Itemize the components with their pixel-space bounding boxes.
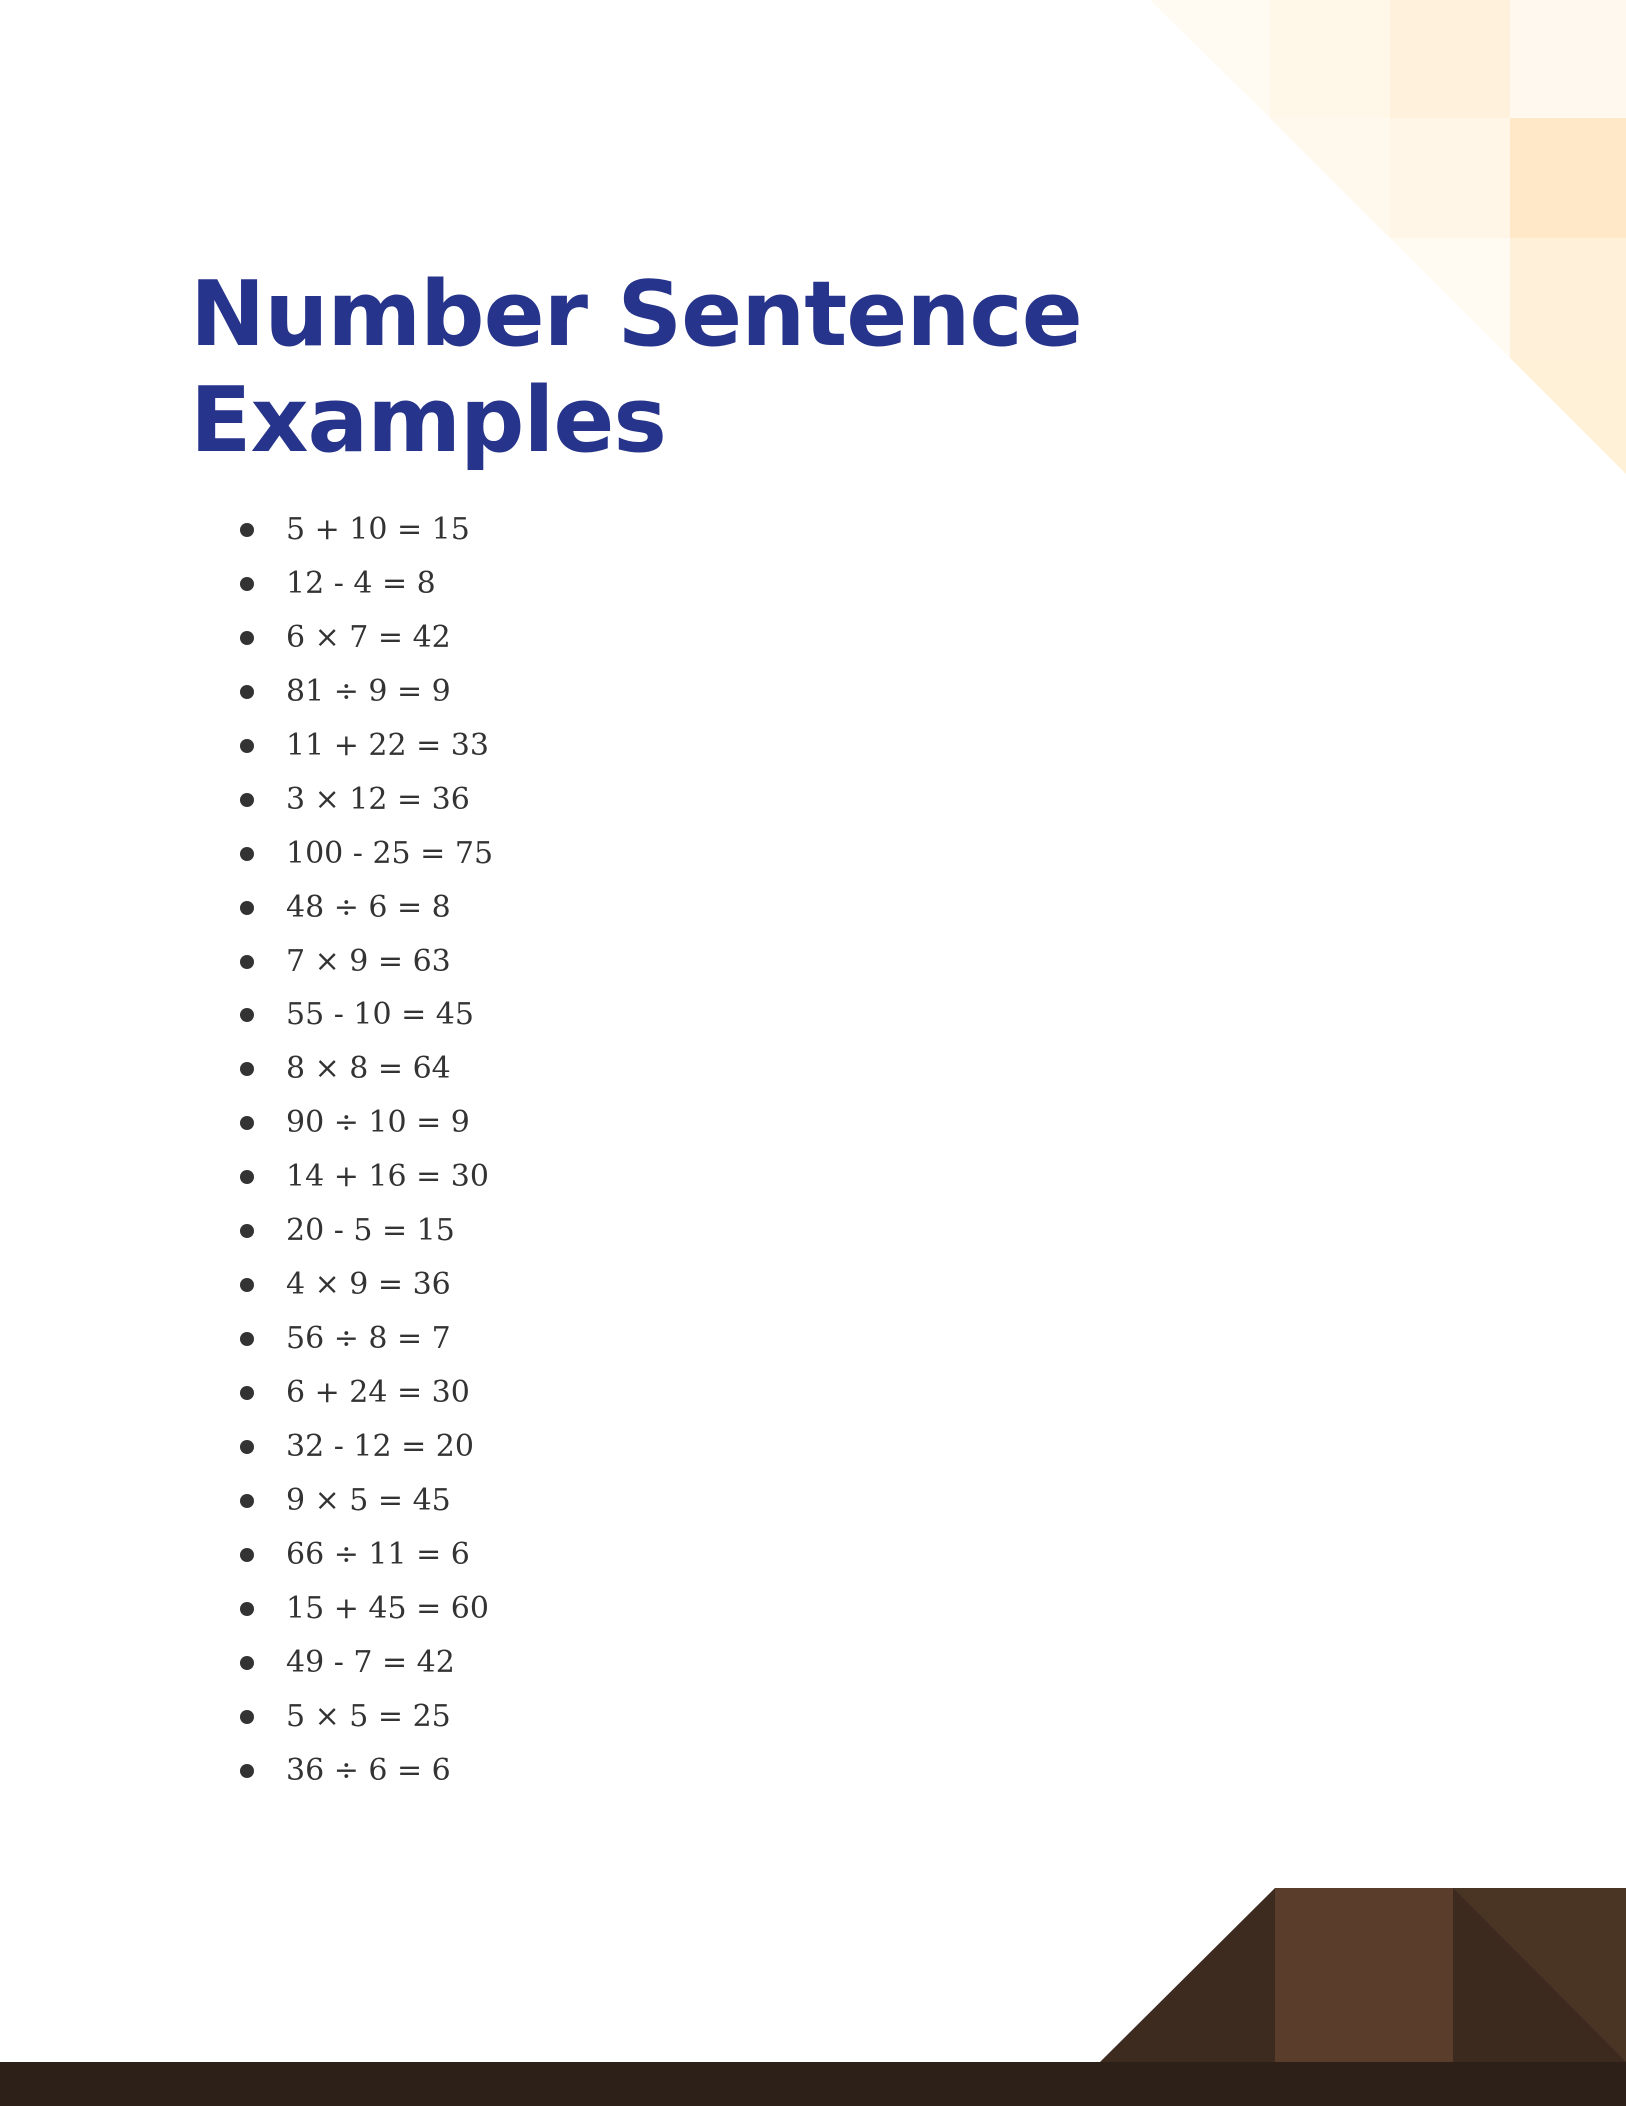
equation-text: 49 - 7 = 42 <box>286 1644 455 1680</box>
list-item <box>0 1311 700 1365</box>
equation-text: 14 + 16 = 30 <box>286 1159 489 1195</box>
list-item <box>0 502 700 556</box>
list-item <box>0 1527 700 1581</box>
bullet-icon <box>240 955 254 969</box>
bullet-icon <box>240 1224 254 1238</box>
bullet-icon <box>240 1656 254 1670</box>
bullet-icon <box>240 523 254 537</box>
equation-text: 8 × 8 = 64 <box>286 1051 451 1087</box>
list-item <box>0 664 700 718</box>
bullet-icon <box>240 685 254 699</box>
list-item <box>0 1581 700 1635</box>
bullet-icon <box>240 1440 254 1454</box>
bullet-icon <box>240 1602 254 1616</box>
equation-text: 9 × 5 = 45 <box>286 1482 451 1518</box>
bullet-icon <box>240 1764 254 1778</box>
bullet-icon <box>240 1116 254 1130</box>
bullet-icon <box>240 901 254 915</box>
list-item <box>0 880 700 934</box>
list-item <box>0 826 700 880</box>
bullet-icon <box>240 739 254 753</box>
list-item <box>0 1095 700 1149</box>
page-title: Number Sentence Examples <box>190 262 1082 473</box>
list-item <box>0 1419 700 1473</box>
list-item <box>0 1635 700 1689</box>
list-item <box>0 1149 700 1203</box>
equation-text: 20 - 5 = 15 <box>286 1213 455 1249</box>
equation-text: 100 - 25 = 75 <box>286 835 494 871</box>
list-item <box>0 1473 700 1527</box>
equation-text: 90 ÷ 10 = 9 <box>286 1105 470 1141</box>
bullet-icon <box>240 1170 254 1184</box>
equation-text: 32 - 12 = 20 <box>286 1428 474 1464</box>
list-item <box>0 1203 700 1257</box>
bullet-icon <box>240 1008 254 1022</box>
bullet-icon <box>240 631 254 645</box>
bullet-icon <box>240 793 254 807</box>
equation-text: 56 ÷ 8 = 7 <box>286 1321 451 1357</box>
list-item <box>0 1689 700 1743</box>
list-item <box>0 610 700 664</box>
list-item <box>0 772 700 826</box>
equation-text: 36 ÷ 6 = 6 <box>286 1752 451 1788</box>
equation-text: 12 - 4 = 8 <box>286 565 436 601</box>
bullet-icon <box>240 1332 254 1346</box>
equation-text: 7 × 9 = 63 <box>286 943 451 979</box>
equation-text: 66 ÷ 11 = 6 <box>286 1536 470 1572</box>
bullet-icon <box>240 1386 254 1400</box>
bullet-icon <box>240 1278 254 1292</box>
bullet-icon <box>240 1710 254 1724</box>
list-item <box>0 1365 700 1419</box>
list-item <box>0 556 700 610</box>
top-right-pattern <box>1150 0 1626 474</box>
equation-text: 81 ÷ 9 = 9 <box>286 673 451 709</box>
list-item <box>0 1743 700 1797</box>
equation-text: 48 ÷ 6 = 8 <box>286 889 451 925</box>
list-item <box>0 987 700 1041</box>
bullet-icon <box>240 847 254 861</box>
equation-text: 15 + 45 = 60 <box>286 1590 489 1626</box>
list-item <box>0 934 700 988</box>
equation-text: 5 × 5 = 25 <box>286 1698 451 1734</box>
list-item <box>0 1041 700 1095</box>
equation-text: 4 × 9 = 36 <box>286 1267 451 1303</box>
equation-text: 3 × 12 = 36 <box>286 781 470 817</box>
equation-text: 11 + 22 = 33 <box>286 727 489 763</box>
equation-text: 6 + 24 = 30 <box>286 1375 470 1410</box>
equation-text: 6 × 7 = 42 <box>286 619 451 655</box>
bullet-icon <box>240 1494 254 1508</box>
bullet-icon <box>240 1548 254 1562</box>
equation-list <box>0 502 700 1797</box>
bullet-icon <box>240 1062 254 1076</box>
equation-text: 5 + 10 = 15 <box>286 512 470 547</box>
bottom-right-pattern <box>0 1888 1626 2106</box>
bullet-icon <box>240 577 254 591</box>
list-item <box>0 718 700 772</box>
list-item <box>0 1257 700 1311</box>
equation-text: 55 - 10 = 45 <box>286 997 474 1033</box>
